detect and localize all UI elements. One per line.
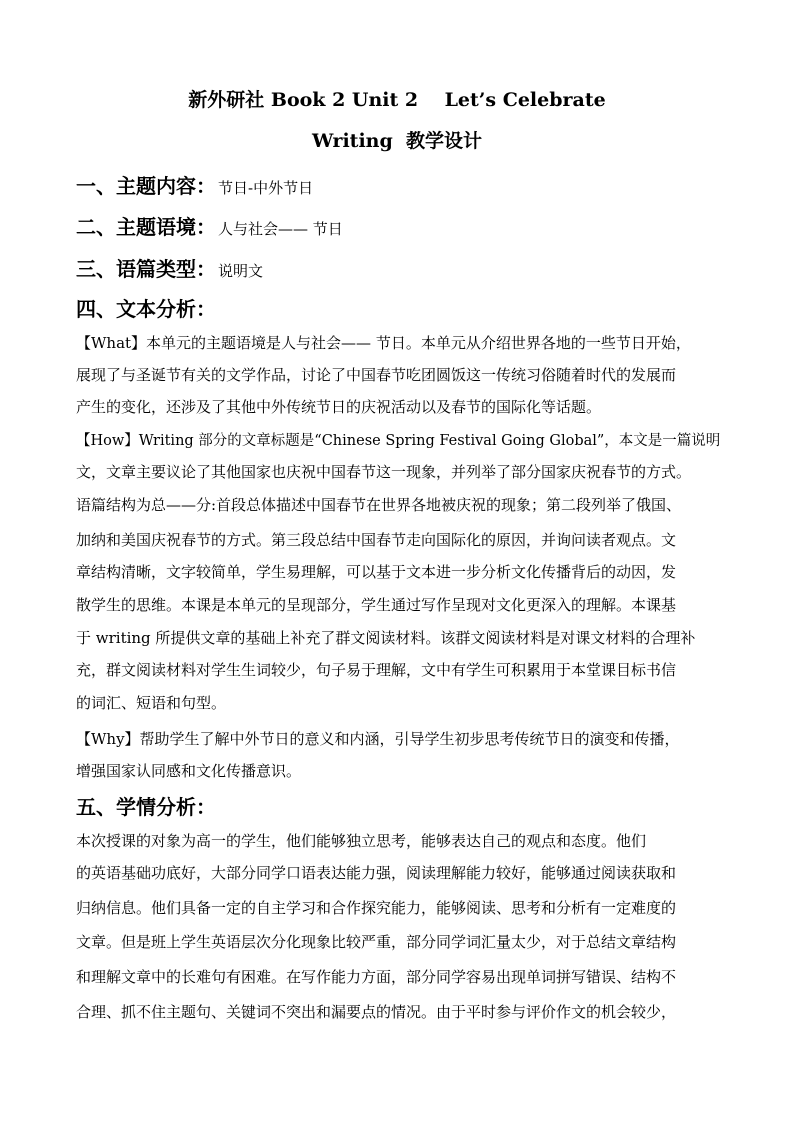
paragraph-line: 合理、抓不住主题句、关键词不突出和漏要点的情况。由于平时参与评价作文的机会较少， <box>76 1003 677 1021</box>
paragraph-line: 【Why】帮助学生了解中外节日的意义和内涵，引导学生初步思考传统节日的演变和传播， <box>76 730 680 748</box>
section-value: 人与社会—— 节日 <box>218 220 343 238</box>
paragraph-line: 充，群文阅读材料对学生生词较少，句子易于理解，文中有学生可积累用于本堂课目标书信 <box>76 661 677 679</box>
paragraph-line: 的英语基础功底好，大部分同学口语表达能力强，阅读理解能力较好，能够通过阅读获取和 <box>76 864 677 882</box>
section-value: 说明文 <box>218 262 264 280</box>
paragraph-line: 加纳和美国庆祝春节的方式。第三段总结中国春节走向国际化的原因，并询问读者观点。文 <box>76 531 677 549</box>
paragraph-line: 【How】Writing 部分的文章标题是“Chinese Spring Festival Going Global”，本文是一篇说明 <box>76 433 721 449</box>
paragraph-line: 展现了与圣诞节有关的文学作品，讨论了中国春节吃团圆饭这一传统习俗随着时代的发展而 <box>76 366 677 384</box>
section-value: 节日-中外节日 <box>218 179 314 197</box>
paragraph-line: 散学生的思维。本课是本单元的呈现部分，学生通过写作呈现对文化更深入的理解。本课基 <box>76 596 677 614</box>
section-text-analysis <box>76 293 216 322</box>
section-student-analysis <box>76 791 216 820</box>
paragraph-line: 产生的变化，还涉及了其他中外传统节日的庆祝活动以及春节的国际化等话题。 <box>76 398 602 416</box>
section-text-type <box>76 253 263 282</box>
document-subtitle: Writing 教学设计 <box>311 130 483 152</box>
section-heading: 五、学情分析： <box>76 795 216 819</box>
paragraph-line: 和理解文章中的长难句有困难。在写作能力方面，部分同学容易出现单词拼写错误、结构不 <box>76 968 677 986</box>
document-title: 新外研社 Book 2 Unit 2 Let’s Celebrate <box>188 89 606 111</box>
paragraph-line: 文章。但是班上学生英语层次分化现象比较严重，部分同学词汇量太少，对于总结文章结构 <box>76 933 677 951</box>
section-heading: 一、主题内容： <box>76 174 216 198</box>
paragraph-line: 文，文章主要议论了其他国家也庆祝中国春节这一现象，并列举了部分国家庆祝春节的方式。 <box>76 463 692 481</box>
paragraph-line: 增强国家认同感和文化传播意识。 <box>76 762 302 780</box>
section-theme-content <box>76 170 313 199</box>
paragraph-line: 【What】本单元的主题语境是人与社会—— 节日。本单元从介绍世界各地的一些节日开始， <box>76 334 691 352</box>
section-theme-context <box>76 211 343 240</box>
section-heading: 四、文本分析： <box>76 297 216 321</box>
paragraph-line: 于 writing 所提供文章的基础上补充了群文阅读材料。该群文阅读材料是对课文材料的合理补 <box>76 629 696 647</box>
paragraph-line: 本次授课的对象为高一的学生，他们能够独立思考，能够表达自己的观点和态度。他们 <box>76 832 647 850</box>
paragraph-line: 归纳信息。他们具备一定的自主学习和合作探究能力，能够阅读、思考和分析有一定难度的 <box>76 899 677 917</box>
paragraph-line: 的词汇、短语和句型。 <box>76 694 227 712</box>
paragraph-line: 语篇结构为总——分:首段总体描述中国春节在世界各地被庆祝的现象；第二段列举了俄国、 <box>76 496 682 514</box>
section-heading: 二、主题语境： <box>76 215 216 239</box>
paragraph-line: 章结构清晰，文字较简单，学生易理解，可以基于文本进一步分析文化传播背后的动因，发 <box>76 563 677 581</box>
section-heading: 三、语篇类型： <box>76 257 216 281</box>
